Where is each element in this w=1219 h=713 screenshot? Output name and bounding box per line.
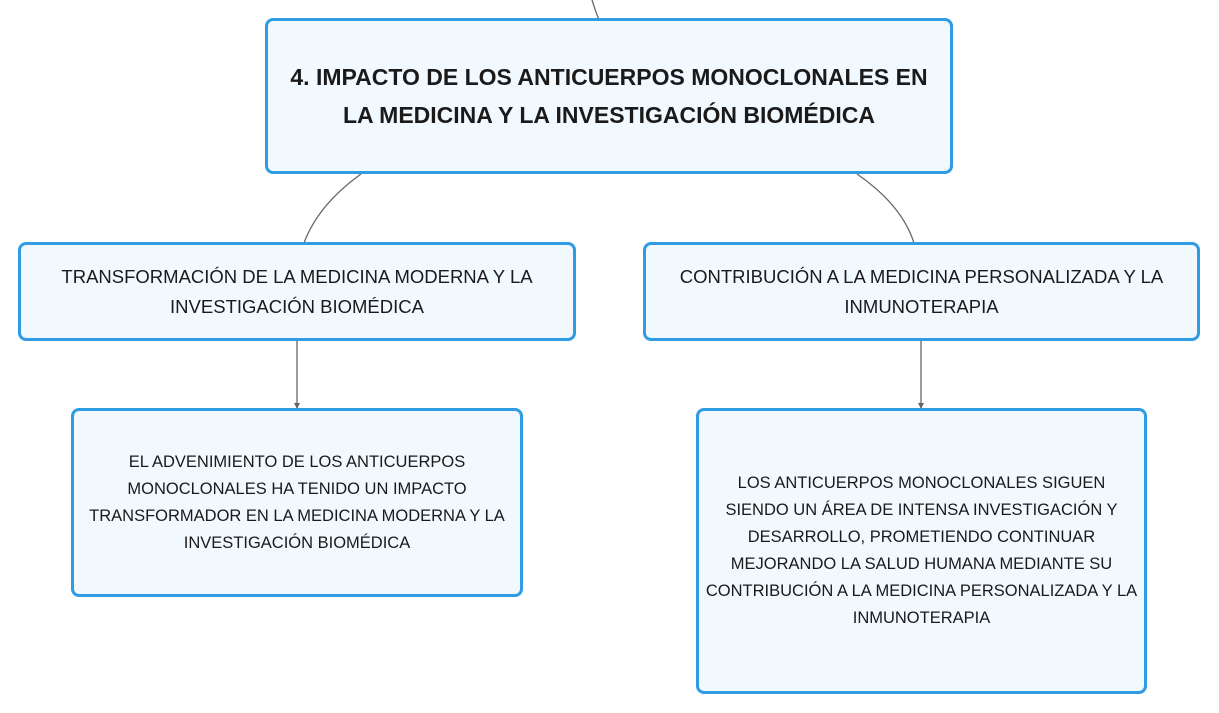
connector-main-to-left	[304, 174, 361, 243]
detail-label-contribucion: LOS ANTICUERPOS MONOCLONALES SIGUEN SIENDO UN ÁREA DE INTENSA INVESTIGACIÓN Y DESARROLLO, PROMETIENDO CONTINUAR MEJORANDO LA SALUD HUMANA MEDIANTE SU CONTRIBUCIÓN A LA MEDICINA PERSONALIZADA Y LA INMUNOTERAPIA	[705, 474, 1138, 627]
detail-label-transformacion: EL ADVENIMIENTO DE LOS ANTICUERPOS MONOCLONALES HA TENIDO UN IMPACTO TRANSFORMADOR EN LA MEDICINA MODERNA Y LA INVESTIGACIÓN BIOMÉDICA	[89, 452, 505, 552]
main-topic-node[interactable]	[265, 18, 953, 174]
subtopic-node-transformacion[interactable]	[18, 242, 576, 341]
subtopic-node-contribucion[interactable]	[643, 242, 1200, 341]
main-topic-label: 4. IMPACTO DE LOS ANTICUERPOS MONOCLONALES EN LA MEDICINA Y LA INVESTIGACIÓN BIOMÉDICA	[290, 64, 928, 128]
subtopic-label-contribucion: CONTRIBUCIÓN A LA MEDICINA PERSONALIZADA Y LA INMUNOTERAPIA	[679, 265, 1164, 317]
connector-main-to-right	[857, 174, 914, 243]
subtopic-label-transformacion: TRANSFORMACIÓN DE LA MEDICINA MODERNA Y LA INVESTIGACIÓN BIOMÉDICA	[61, 265, 533, 317]
connector-parent-to-main	[592, 0, 599, 20]
detail-node-contribucion[interactable]	[696, 408, 1147, 694]
detail-node-transformacion[interactable]	[71, 408, 523, 597]
